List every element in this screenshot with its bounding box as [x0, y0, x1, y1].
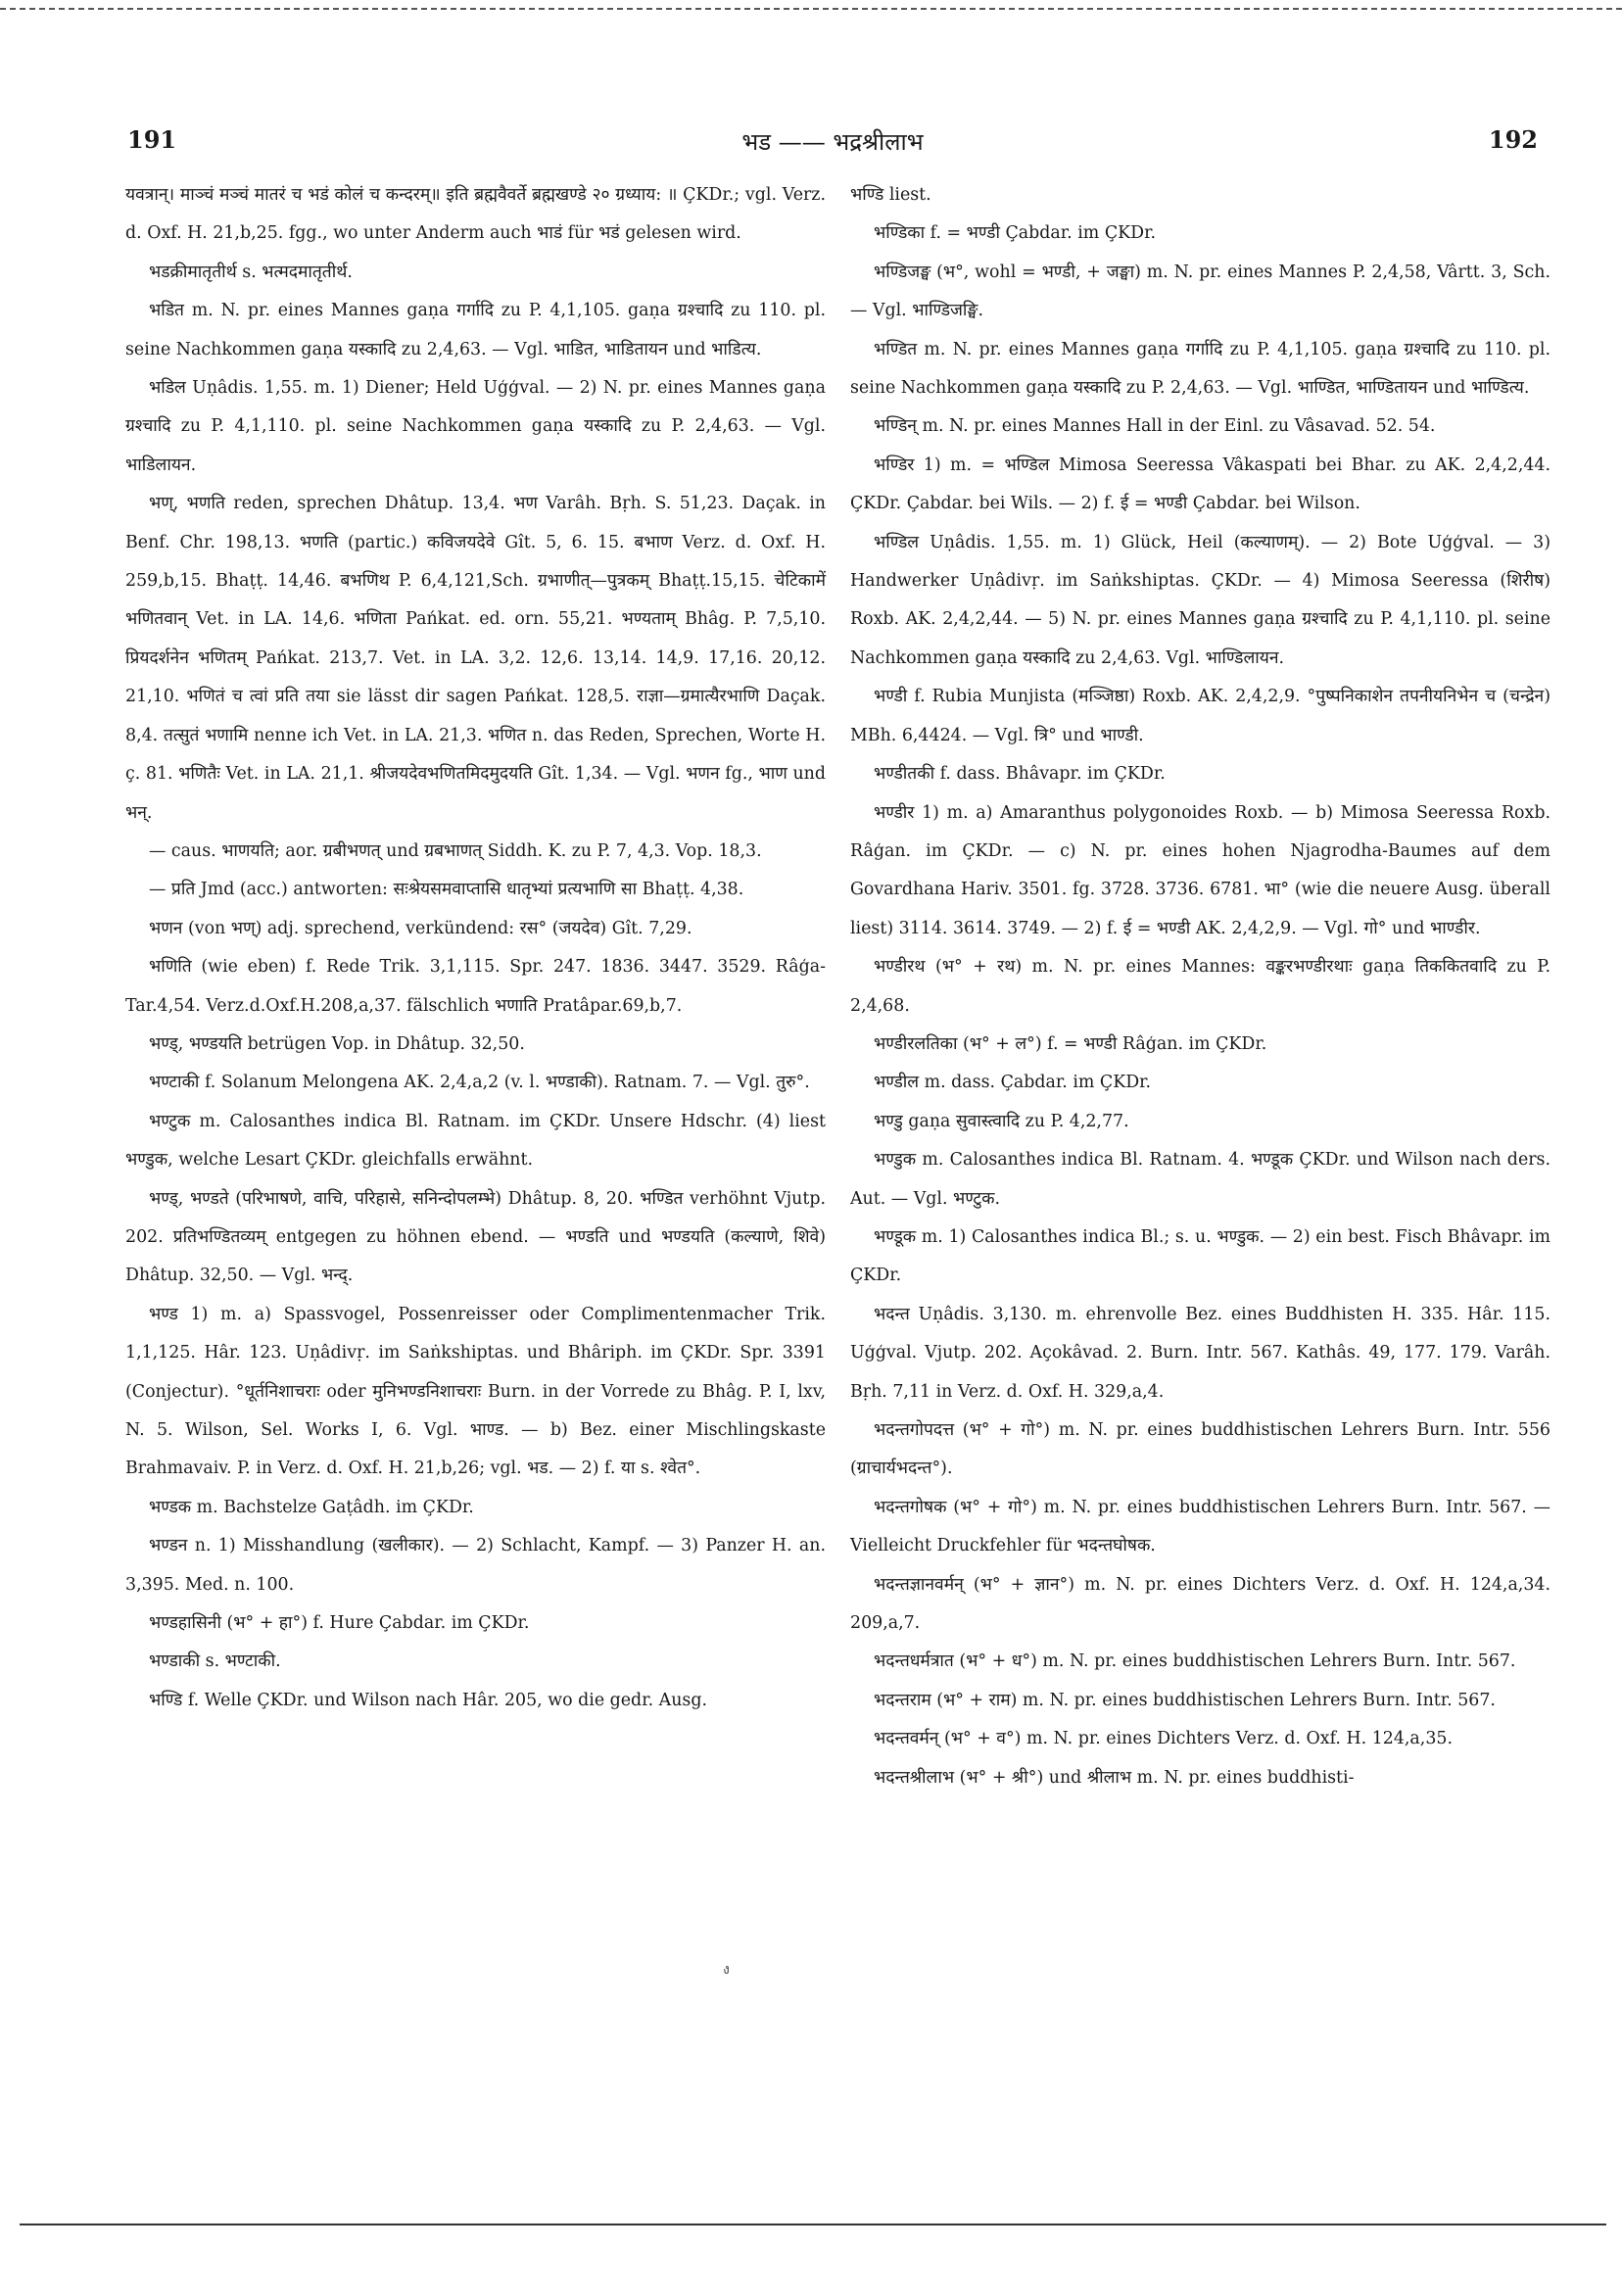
left-entry-8: भणिति (wie eben) f. Rede Trik. 3,1,115. Spr. 247. 1836. 3447. 3529. Râģa-Tar.4,54. Verz.d.Oxf.H.208,a,37. fälschlich भणाति Pratâpar.69,b,7.: [125, 957, 826, 1016]
left-entry-10: भण्टाकी f. Solanum Melongena AK. 2,4,a,2 (v. l. भण्डाकी). Ratnam. 7. — Vgl. तुरु°.: [149, 1073, 810, 1093]
left-entry-6: — प्रति Jmd (acc.) antworten: सःश्रेयसमवाप्तासि धातृभ्यां प्रत्यभाणि सा Bhaṭṭ. 4,38.: [149, 880, 744, 900]
right-entry-9: भण्डीर 1) m. a) Amaranthus polygonoides Roxb. — b) Mimosa Seeressa Roxb. Râģan. im ÇKDr. — c) N. pr. eines hohen Njagrodha-Baumes auf dem Govardhana Hariv. 3501. fg. 3728. 3736. 6781. भा° (wie die neuere Ausg. überall liest) 3114. 3614. 3749. — 2) f. ई = भण्डी AK. 2,4,2,9. — Vgl. गो° und भाण्डीर.: [850, 802, 1550, 938]
bottom-rule: [20, 2224, 1606, 2225]
right-entry-14: भण्डुक m. Calosanthes indica Bl. Ratnam. 4. भण्डूक ÇKDr. und Wilson nach ders. Aut. — Vgl. भण्टुक.: [850, 1150, 1550, 1209]
page-number-left: 191: [127, 125, 177, 154]
running-head: भड —— भद्रश्रीलाभ: [741, 128, 924, 156]
top-dashed-rule: [0, 8, 1622, 10]
left-entry-11: भण्टुक m. Calosanthes indica Bl. Ratnam. im ÇKDr. Unsere Hdschr. (4) liest भण्डुक, welche Lesart ÇKDr. gleichfalls erwähnt.: [125, 1111, 826, 1171]
left-entry-4: भण्, भणति reden, sprechen Dhâtup. 13,4. भण Varâh. Bṛh. S. 51,23. Daçak. in Benf. Chr. 198,13. भणति (partic.) कविजयदेवे Gît. 5, 6. 15. बभाण Verz. d. Oxf. H. 259,b,15. Bhaṭṭ. 14,46. बभणिथ P. 6,4,121,Sch. ग्रभाणीत्—पुत्रकम् Bhaṭṭ.15,15. चेटिकामें भणितवान् Vet. in LA. 14,6. भणिता Pańkat. ed. orn. 55,21. भण्यताम् Bhâg. P. 7,5,10. प्रियदर्शनेन भणितम् Pańkat. 213,7. Vet. in LA. 3,2. 12,6. 13,14. 14,9. 17,16. 20,12. 21,10. भणितं च त्वां प्रति तया sie lässt dir sagen Pańkat. 128,5. राज्ञा—ग्रमात्यैरभाणि Daçak. 8,4. तत्सुतं भणामि nenne ich Vet. in LA. 21,3. भणित n. das Reden, Sprechen, Worte H. ç. 81. भणितैः Vet. in LA. 21,1. श्रीजयदेवभणितमिदमुदयति Gît. 1,34. — Vgl. भणन fg., भाण und भन्.: [125, 494, 826, 823]
right-entry-6: भण्डिल Uṇâdis. 1,55. m. 1) Glück, Heil (कल्याणम्). — 2) Bote Uģģval. — 3) Handwerker Uṇâdivṛ. im Saṅkshiptas. ÇKDr. — 4) Mimosa Seeressa (शिरीष) Roxb. AK. 2,4,2,44. — 5) N. pr. eines Mannes gaṇa ग्रश्चादि zu P. 4,1,110. pl. seine Nachkommen gaṇa यस्कादि zu 2,4,63. Vgl. भाण्डिलायन.: [850, 532, 1550, 668]
left-entry-3: भडिल Uṇâdis. 1,55. m. 1) Diener; Held Uģģval. — 2) N. pr. eines Mannes gaṇa ग्रश्चादि zu P. 4,1,110. pl. seine Nachkommen gaṇa यस्कादि zu P. 2,4,63. — Vgl. भाडिलायन.: [125, 378, 826, 475]
right-entry-19: भदन्तज्ञानवर्मन् (भ° + ज्ञान°) m. N. pr. eines Dichters Verz. d. Oxf. H. 124,a,34. 209,a,7.: [850, 1574, 1550, 1634]
left-entry-5: — caus. भाणयति; aor. ग्रबीभणत् und ग्रबभाणत् Siddh. K. zu P. 7, 4,3. Vop. 18,3.: [149, 840, 762, 861]
right-entry-4: भण्डिन् m. N. pr. eines Mannes Hall in der Einl. zu Vâsavad. 52. 54.: [874, 416, 1436, 437]
right-entry-5: भण्डिर 1) m. = भण्डिल Mimosa Seeressa Vâkaspati bei Bhar. zu AK. 2,4,2,44. ÇKDr. Çabdar. bei Wils. — 2) f. ई = भण्डी Çabdar. bei Wilson.: [850, 454, 1550, 514]
right-entry-18: भदन्तगोषक (भ° + गो°) m. N. pr. eines buddhistischen Lehrers Burn. Intr. 567. — Vielleicht Druckfehler für भदन्तघोषक.: [850, 1497, 1550, 1556]
left-entry-9: भण्ड्, भण्डयति betrügen Vop. in Dhâtup. 32,50.: [149, 1033, 525, 1054]
right-entry-8: भण्डीतकी f. dass. Bhâvapr. im ÇKDr.: [874, 764, 1166, 785]
right-entry-0: भण्डि liest.: [850, 185, 931, 205]
page-header: [127, 125, 1538, 165]
left-entry-13: भण्ड 1) m. a) Spassvogel, Possenreisser oder Complimentenmacher Trik. 1,1,125. Hâr. 123. Uṇâdivṛ. im Saṅkshiptas. und Bhâriph. im ÇKDr. Spr. 3391 (Conjectur). °धूर्तनिशाचराः oder मुनिभण्डनिशाचराः Burn. in der Vorrede zu Bhâg. P. I, lxv, N. 5. Wilson, Sel. Works I, 6. Vgl. भाण्ड. — b) Bez. einer Mischlingskaste Brahmavaiv. P. in Verz. d. Oxf. H. 21,b,26; vgl. भड. — 2) f. या s. श्वेत°.: [125, 1304, 826, 1479]
right-column: [850, 176, 1550, 1797]
page-number-right: 192: [1488, 125, 1538, 154]
left-entry-15: भण्डन n. 1) Misshandlung (खलीकार). — 2) Schlacht, Kampf. — 3) Panzer H. an. 3,395. Med. n. 100.: [125, 1536, 826, 1595]
right-entry-16: भदन्त Uṇâdis. 3,130. m. ehrenvolle Bez. eines Buddhisten H. 335. Hâr. 115. Uģģval. Vjutp. 202. Açokâvad. 2. Burn. Intr. 567. Kathâs. 49, 177. 179. Varâh. Bṛh. 7,11 in Verz. d. Oxf. H. 329,a,4.: [850, 1304, 1550, 1402]
right-entry-20: भदन्तधर्मत्रात (भ° + ध°) m. N. pr. eines buddhistischen Lehrers Burn. Intr. 567.: [874, 1651, 1516, 1672]
left-entry-17: भण्डाकी s. भण्टाकी.: [149, 1651, 281, 1672]
right-entry-15: भण्डूक m. 1) Calosanthes indica Bl.; s. u. भण्डुक. — 2) ein best. Fisch Bhâvapr. im ÇKDr.: [850, 1226, 1550, 1286]
left-entry-18: भण्डि f. Welle ÇKDr. und Wilson nach Hâr. 205, wo die gedr. Ausg.: [149, 1690, 707, 1710]
right-entry-21: भदन्तराम (भ° + राम) m. N. pr. eines buddhistischen Lehrers Burn. Intr. 567.: [874, 1690, 1496, 1710]
right-entry-23: भदन्तश्रीलाभ (भ° + श्री°) und श्रीलाभ m. N. pr. eines buddhisti-: [874, 1767, 1355, 1788]
left-entry-14: भण्डक m. Bachstelze Gaṭâdh. im ÇKDr.: [149, 1497, 474, 1517]
stray-mark: ง: [723, 1962, 730, 1978]
right-entry-1: भण्डिका f. = भण्डी Çabdar. im ÇKDr.: [874, 223, 1156, 244]
left-entry-1: भडक्रीमातृतीर्थ s. भत्मदमातृतीर्थ.: [149, 262, 353, 282]
right-entry-3: भण्डित m. N. pr. eines Mannes gaṇa गर्गादि zu P. 4,1,105. gaṇa ग्रश्चादि zu 110. pl. seine Nachkommen gaṇa यस्कादि zu P. 2,4,63. — Vgl. भाण्डित, भाण्डितायन und भाण्डित्य.: [850, 339, 1550, 399]
right-entry-7: भण्डी f. Rubia Munjista (मञ्जिष्ठा) Roxb. AK. 2,4,2,9. °पुष्पनिकाशेन तपनीयनिभेन च (चन्द्रेन) MBh. 6,4424. — Vgl. त्रि° und भाण्डी.: [850, 687, 1550, 745]
right-entry-22: भदन्तवर्मन् (भ° + व°) m. N. pr. eines Dichters Verz. d. Oxf. H. 124,a,35.: [874, 1729, 1453, 1749]
right-entry-17: भदन्तगोपदत्त (भ° + गो°) m. N. pr. eines buddhistischen Lehrers Burn. Intr. 556 (ग्राचार्यभदन्त°).: [850, 1420, 1550, 1479]
left-entry-7: भणन (von भण्) adj. sprechend, verkündend: रस° (जयदेव) Gît. 7,29.: [149, 918, 692, 938]
right-entry-13: भण्डु gaṇa सुवास्त्वादि zu P. 4,2,77.: [874, 1111, 1129, 1131]
left-entry-16: भण्डहासिनी (भ° + हा°) f. Hure Çabdar. im ÇKDr.: [149, 1613, 530, 1634]
left-entry-12: भण्ड्, भण्डते (परिभाषणे, वाचि, परिहासे, सनिन्दोपलम्भे) Dhâtup. 8, 20. भण्डित verhöhnt Vjutp. 202. प्रतिभण्डितव्यम् entgegen zu höhnen ebend. — भण्डति und भण्डयति (कल्याणे, शिवे) Dhâtup. 32,50. — Vgl. भन्द्.: [125, 1188, 826, 1286]
right-entry-12: भण्डील m. dass. Çabdar. im ÇKDr.: [874, 1073, 1152, 1093]
left-entry-0: यवत्रान्। माञ्चं मञ्चं मातरं च भडं कोलं च कन्दरम्॥ इति ब्रह्मवैवर्ते ब्रह्मखण्डे २० ग्रध्याय: ॥ ÇKDr.; vgl. Verz. d. Oxf. H. 21,b,25. fgg., wo unter Anderm auch भाडं für भडं gelesen wird.: [125, 185, 826, 244]
right-entry-2: भण्डिजङ्घ (भ°, wohl = भण्डी, + जङ्घा) m. N. pr. eines Mannes P. 2,4,58, Vârtt. 3, Sch. — Vgl. भाण्डिजङ्घि.: [850, 262, 1550, 321]
left-entry-2: भडित m. N. pr. eines Mannes gaṇa गर्गादि zu P. 4,1,105. gaṇa ग्रश्चादि zu 110. pl. seine Nachkommen gaṇa यस्कादि zu 2,4,63. — Vgl. भाडित, भाडितायन und भाडित्य.: [125, 301, 826, 359]
right-entry-10: भण्डीरथ (भ° + रथ) m. N. pr. eines Mannes: वङ्करभण्डीरथाः gaṇa तिककितवादि zu P. 2,4,68.: [850, 957, 1550, 1016]
right-entry-11: भण्डीरलतिका (भ° + ल°) f. = भण्डी Râģan. im ÇKDr.: [874, 1033, 1267, 1054]
left-column: [125, 176, 826, 1720]
